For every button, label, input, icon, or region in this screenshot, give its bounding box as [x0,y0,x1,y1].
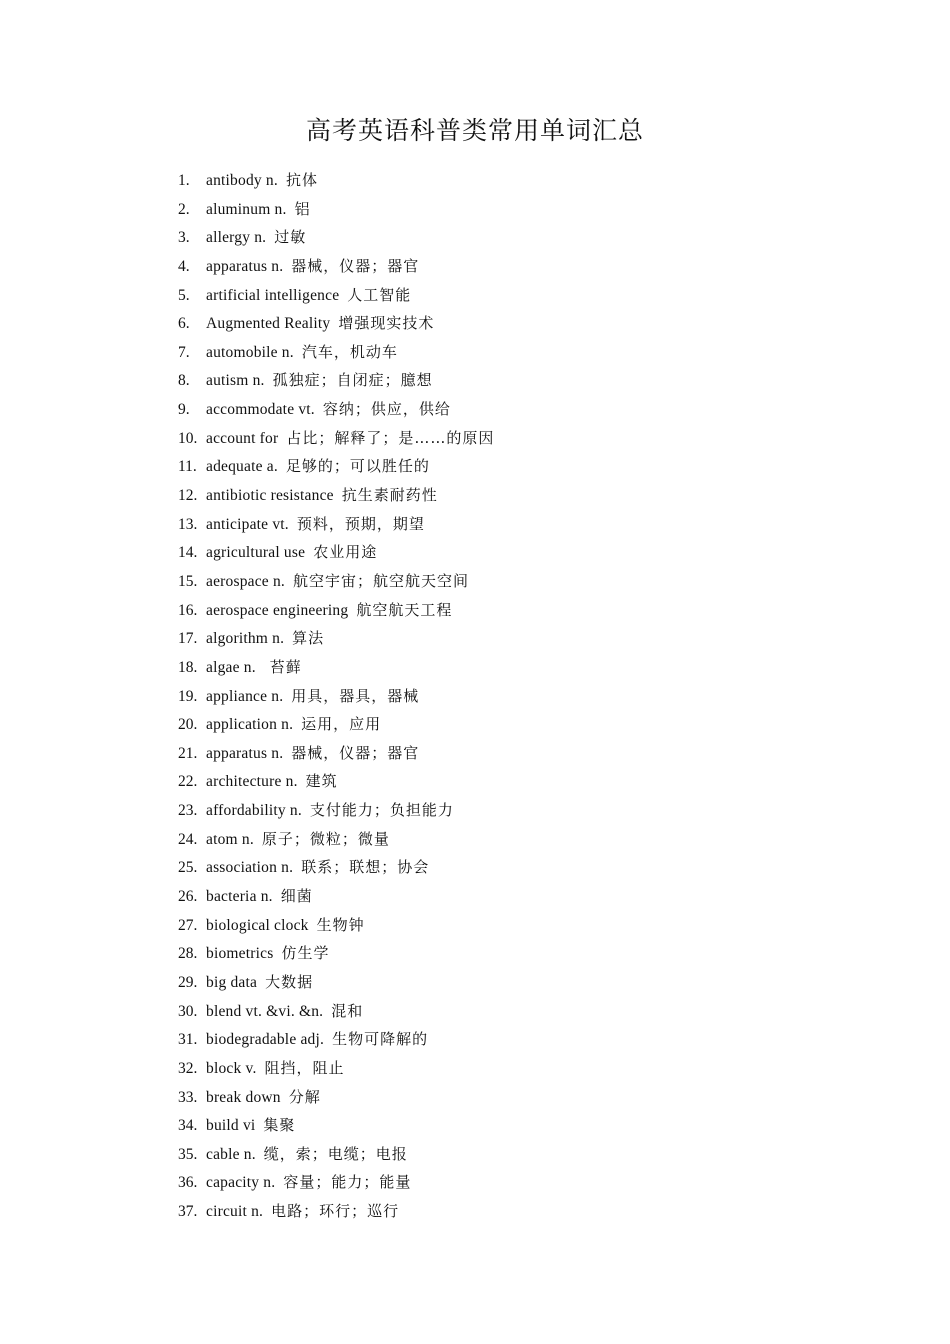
entry-chinese: 缆，索；电缆；电报 [263,1144,408,1163]
entry-chinese: 容量；能力；能量 [283,1173,412,1192]
entry-chinese: 支付能力；负担能力 [309,801,454,820]
entry-number: 17. [178,630,198,648]
entry-chinese: 器械，仪器；器官 [291,256,420,275]
entry-english: antibody n. [206,172,278,189]
word-entry [178,939,494,968]
entry-number: 23. [178,802,198,820]
entry-english: circuit n. [206,1203,264,1221]
entry-chinese: 仿生学 [281,944,330,963]
word-entry [178,1111,494,1140]
entry-chinese: 孤独症；自闭症；臆想 [272,371,433,390]
word-entry [178,997,494,1026]
entry-english: cable n. [206,1145,256,1163]
entry-number: 4. [178,257,190,275]
entry-number: 5. [178,286,190,304]
entry-chinese: 足够的；可以胜任的 [285,457,430,476]
entry-chinese: 苔藓 [263,657,302,676]
entry-number: 29. [178,973,198,991]
entry-number: 37. [178,1203,198,1221]
entry-chinese: 原子；微粒；微量 [261,829,390,848]
entry-english: application n. [206,716,294,734]
entry-english: biological clock [206,916,309,934]
entry-chinese: 分解 [288,1087,321,1106]
entry-chinese: 航空航天工程 [356,600,453,619]
entry-english: automobile n. [206,343,294,361]
entry-number: 18. [178,658,198,676]
entry-chinese: 汽车，机动车 [301,342,398,361]
entry-chinese: 生物可降解的 [332,1030,429,1049]
word-entry [178,223,494,252]
entry-chinese: 人工智能 [347,285,412,304]
entry-number: 33. [178,1088,198,1106]
entry-number: 32. [178,1059,198,1077]
entry-english: affordability n. [206,802,302,820]
entry-number: 1. [178,172,190,189]
entry-english: aluminum n. [206,200,287,218]
entry-chinese: 阻挡，阻止 [264,1058,345,1077]
word-entry [178,767,494,796]
entry-english: biodegradable adj. [206,1031,325,1049]
entry-english: apparatus n. [206,257,284,275]
entry-english: anticipate vt. [206,515,289,533]
word-entry [178,1083,494,1112]
word-entry [178,281,494,310]
entry-english: algorithm n. [206,630,285,648]
entry-chinese: 用具，器具，器械 [291,686,420,705]
entry-chinese: 过敏 [274,228,307,247]
entry-english: biometrics [206,945,274,963]
entry-chinese: 增强现实技术 [338,314,435,333]
entry-english: build vi [206,1117,256,1135]
entry-number: 27. [178,916,198,934]
word-entry [178,682,494,711]
entry-chinese: 运用，应用 [301,715,382,734]
word-entry [178,825,494,854]
entry-english: capacity n. [206,1174,276,1192]
entry-chinese: 混和 [331,1001,364,1020]
entry-number: 9. [178,401,190,419]
entry-english: appliance n. [206,687,284,705]
entry-number: 11. [178,458,197,476]
word-entry [178,338,494,367]
entry-number: 31. [178,1031,198,1049]
word-entry [178,853,494,882]
word-entry [178,968,494,997]
entry-english: adequate a. [206,458,278,476]
entry-english: bacteria n. [206,888,273,906]
word-entry [178,366,494,395]
entry-chinese: 占比；解释了；是……的原因 [286,428,495,447]
entry-chinese: 细菌 [280,887,313,906]
entry-chinese: 联系；联想；协会 [301,858,430,877]
entry-english: account for [206,429,279,447]
entry-chinese: 大数据 [265,972,314,991]
word-entry [178,166,494,195]
entry-english: Augmented Reality [206,315,331,333]
entry-chinese: 生物钟 [316,915,365,934]
entry-english: apparatus n. [206,744,284,762]
entry-chinese: 农业用途 [313,543,378,562]
word-entry [178,882,494,911]
entry-number: 16. [178,601,198,619]
entry-english: allergy n. [206,229,267,247]
word-entry [178,739,494,768]
entry-number: 15. [178,572,198,590]
word-entry [178,195,494,224]
word-entry [178,252,494,281]
entry-number: 2. [178,200,190,218]
entry-number: 22. [178,773,198,791]
entry-english: aerospace engineering [206,601,349,619]
entry-chinese: 抗生素耐药性 [341,486,438,505]
entry-number: 3. [178,229,190,247]
entry-chinese: 容纳；供应，供给 [322,400,451,419]
word-entry [178,796,494,825]
entry-number: 21. [178,744,198,762]
word-entry [178,424,494,453]
entry-english: autism n. [206,372,265,390]
word-entry [178,309,494,338]
entry-english: architecture n. [206,773,298,791]
word-entry [178,1140,494,1169]
word-entry [178,481,494,510]
entry-english: aerospace n. [206,572,285,590]
entry-chinese: 预料，预期，期望 [296,514,425,533]
word-entry [178,1054,494,1083]
word-entry [178,911,494,940]
entry-chinese: 电路；环行；巡行 [271,1202,400,1221]
word-entry [178,452,494,481]
entry-number: 34. [178,1117,198,1135]
entry-english: antibiotic resistance [206,487,334,505]
entry-number: 26. [178,888,198,906]
entry-english: break down [206,1088,281,1106]
entry-english: algae n. [206,658,256,676]
entry-chinese: 铝 [294,199,311,218]
word-entry [178,653,494,682]
word-entry [178,596,494,625]
page-title: 高考英语科普类常用单词汇总 [305,118,644,145]
entry-number: 24. [178,830,198,848]
entry-chinese: 集聚 [263,1116,296,1135]
entry-english: blend vt. &vi. &n. [206,1002,324,1020]
entry-english: association n. [206,859,294,877]
entry-number: 36. [178,1174,198,1192]
entry-english: accommodate vt. [206,401,315,419]
entry-number: 12. [178,487,198,505]
entry-number: 30. [178,1002,198,1020]
entry-number: 14. [178,544,198,562]
entry-number: 35. [178,1145,198,1163]
entry-number: 6. [178,315,190,333]
entry-chinese: 航空宇宙；航空航天空间 [293,571,470,590]
word-entry [178,1025,494,1054]
entry-number: 8. [178,372,190,390]
word-entry [178,1168,494,1197]
entry-chinese: 器械，仪器；器官 [291,743,420,762]
word-entry [178,710,494,739]
entry-chinese: 抗体 [285,171,318,189]
entry-number: 10. [178,429,198,447]
entry-english: agricultural use [206,544,306,562]
entry-number: 13. [178,515,198,533]
entry-number: 28. [178,945,198,963]
word-entry [178,395,494,424]
word-entry [178,624,494,653]
entry-english: big data [206,973,258,991]
entry-english: block v. [206,1059,257,1077]
word-entry [178,538,494,567]
entry-chinese: 算法 [292,629,325,648]
word-entry [178,1197,494,1226]
word-list [178,166,494,1226]
entry-number: 20. [178,716,198,734]
word-entry [178,567,494,596]
entry-number: 7. [178,343,190,361]
entry-number: 19. [178,687,198,705]
entry-chinese: 建筑 [305,772,338,791]
entry-english: artificial intelligence [206,286,340,304]
entry-number: 25. [178,859,198,877]
entry-english: atom n. [206,830,254,848]
word-entry [178,510,494,539]
